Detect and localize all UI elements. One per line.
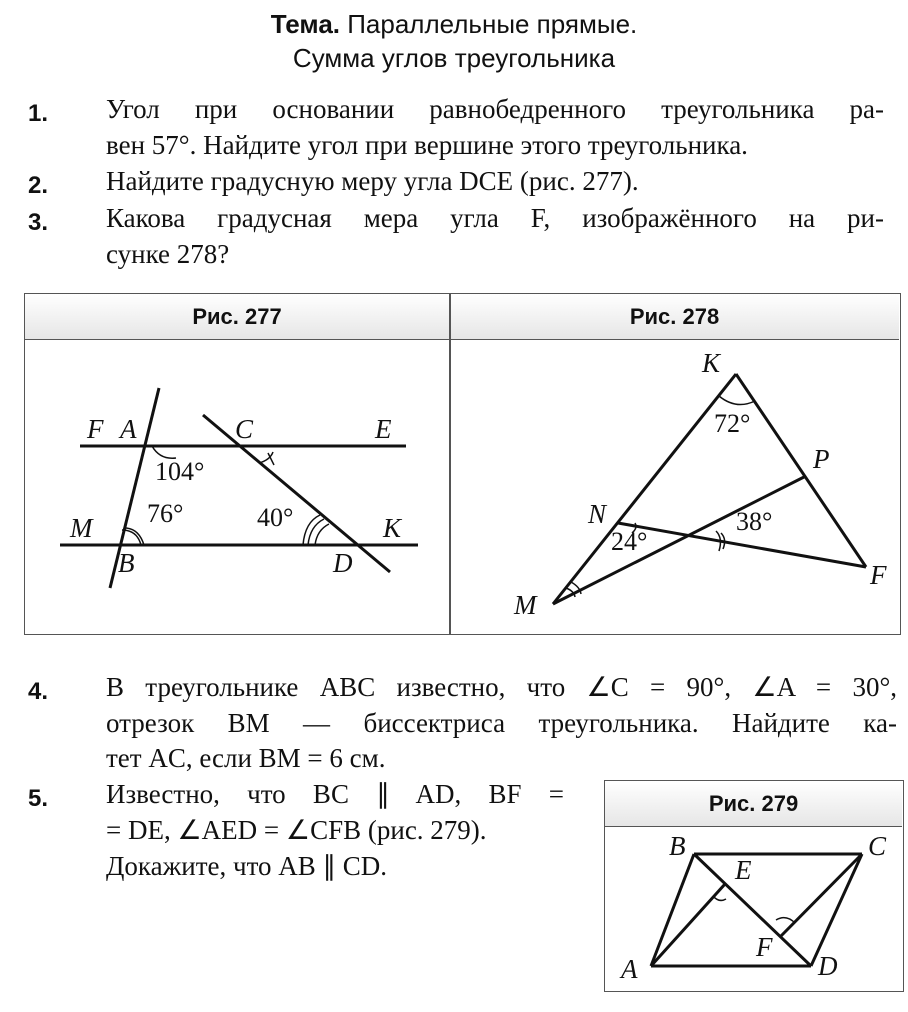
topic-subtitle: Сумма углов треугольника [292,43,616,73]
label-B: B [118,548,135,578]
angle-value-24: 24° [611,527,648,556]
problem-1-number: 1. [28,100,49,127]
angle-value-38: 38° [736,507,773,536]
side-KM [553,374,736,604]
problem-2-line-1: Найдите градусную меру угла DCE (рис. 277). [106,166,639,196]
fig-279-caption: Рис. 279 [605,781,902,827]
label-M: M [514,590,537,620]
fig-277-diagram [25,340,449,634]
label-F: F [87,414,104,444]
topic-label: Тема. [270,9,340,39]
problem-4-line-2: отрезок BM — биссектриса треугольника. Найдите ка- [106,708,897,738]
label-M: M [70,513,93,543]
label-E: E [735,855,752,885]
problem-2-number: 2. [28,172,49,199]
segment-CF [780,854,862,937]
label-D: D [333,548,353,578]
fig-279-diagram [605,827,902,990]
angle-arc-CFB [776,918,795,923]
problem-5-number: 5. [28,785,49,812]
problem-3-line-1: Какова градусная мера угла F, изображённого на ри- [106,203,884,233]
fig-278-diagram [450,340,899,634]
side-KF [736,374,866,567]
fig-279-box [604,780,904,992]
label-P: P [813,444,830,474]
segment-MP [553,477,804,604]
problem-5-line-1: Известно, что BC ∥ AD, BF = [106,779,564,809]
fig-278-caption: Рис. 278 [450,294,899,340]
label-A: A [621,954,638,984]
side-CD [811,854,862,966]
problem-4-number: 4. [28,678,49,705]
label-A: A [120,414,137,444]
problem-5-line-3: Докажите, что AB ∥ CD. [106,851,388,881]
side-AB [651,854,694,966]
figures-table [24,293,901,635]
problem-4-line-1: В треугольнике ABC известно, что ∠C = 90°, ∠A = 30°, [106,672,897,702]
topic-title [0,8,908,41]
topic-name: Параллельные прямые. [347,9,638,39]
label-F: F [756,932,773,962]
problem-3-number: 3. [28,209,49,236]
label-K: K [702,348,721,378]
angle-value-104: 104° [155,457,205,486]
label-N: N [588,499,607,529]
label-F: F [870,560,887,590]
fig-277-caption: Рис. 277 [25,294,449,340]
label-C: C [868,831,887,861]
problem-3-line-2: сунке 278? [106,239,230,269]
angle-arc-72 [719,396,755,405]
label-C: C [235,414,254,444]
problem-1-line-1: Угол при основании равнобедренного треугольника ра- [106,94,884,124]
transversal-CD [203,415,390,572]
label-K: K [383,513,402,543]
diagonal-BD [694,854,811,966]
angle-value-40: 40° [257,503,294,532]
problem-5-line-2: = DE, ∠AED = ∠CFB (рис. 279). [106,815,487,845]
angle-arc-40-a [315,524,329,545]
problem-1-line-2: вен 57°. Найдите угол при вершине этого треугольника. [106,130,748,160]
label-B: B [669,831,686,861]
label-D: D [818,951,838,981]
angle-value-72: 72° [714,409,751,438]
problem-4-line-3: тет AC, если BM = 6 см. [106,743,386,773]
label-E: E [375,414,392,444]
angle-value-76: 76° [147,499,184,528]
angle-arc-40-c [303,515,320,545]
